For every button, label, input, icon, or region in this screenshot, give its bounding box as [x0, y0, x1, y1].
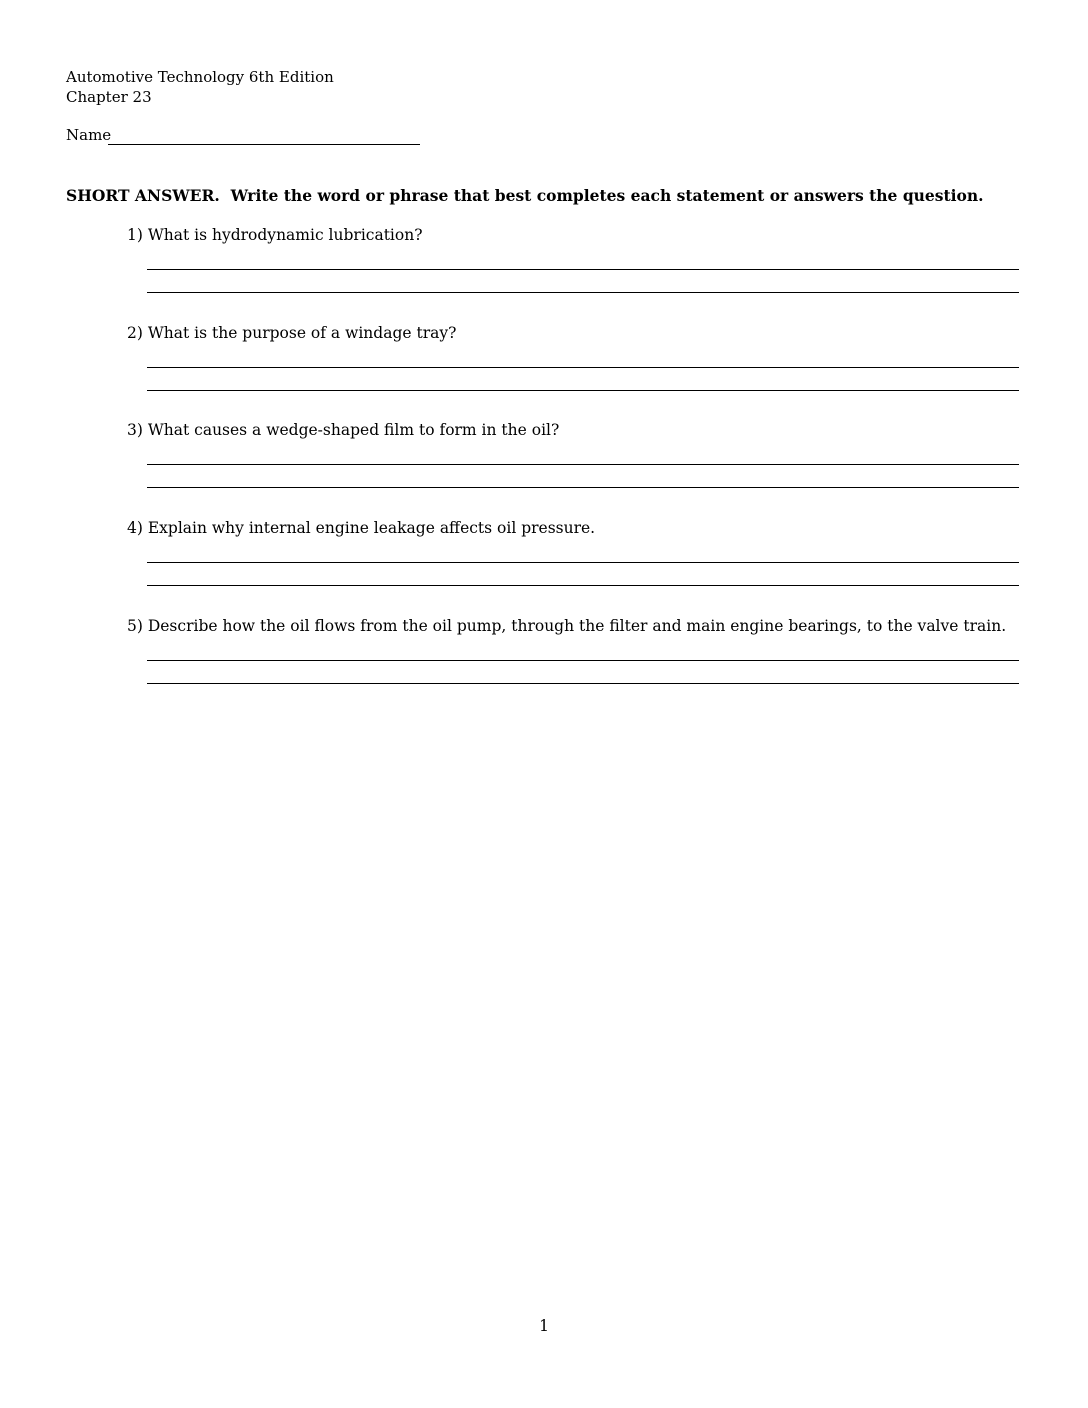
name-field-row	[66, 126, 426, 146]
answer-line	[147, 464, 1019, 465]
answer-line	[147, 292, 1019, 293]
question-item	[127, 420, 1027, 440]
question-item	[127, 323, 1027, 343]
answer-line	[147, 683, 1019, 684]
question-text: 4) Explain why internal engine leakage affects oil pressure.	[127, 519, 596, 537]
question-item	[127, 225, 1027, 245]
question-item	[127, 616, 1027, 636]
question-item	[127, 518, 1027, 538]
answer-line	[147, 390, 1019, 391]
question-text: 3) What causes a wedge-shaped film to form in the oil?	[127, 421, 560, 439]
question-text: 2) What is the purpose of a windage tray?	[127, 324, 457, 342]
section-instructions	[66, 186, 984, 206]
name-blank-line	[108, 144, 420, 145]
answer-line	[147, 487, 1019, 488]
page-number: 1	[539, 1317, 549, 1335]
instructions-text: Write the word or phrase that best completes each statement or answers the question.	[230, 186, 984, 205]
answer-line	[147, 367, 1019, 368]
chapter-label: Chapter 23	[66, 88, 152, 106]
answer-line	[147, 269, 1019, 270]
section-heading: SHORT ANSWER.	[66, 186, 220, 205]
answer-line	[147, 585, 1019, 586]
book-title: Automotive Technology 6th Edition	[66, 68, 334, 86]
question-text: 5) Describe how the oil flows from the oil pump, through the filter and main engine bearings, to the valve train.	[127, 617, 1007, 635]
question-text: 1) What is hydrodynamic lubrication?	[127, 226, 423, 244]
name-label: Name	[66, 126, 112, 144]
answer-line	[147, 562, 1019, 563]
answer-line	[147, 660, 1019, 661]
